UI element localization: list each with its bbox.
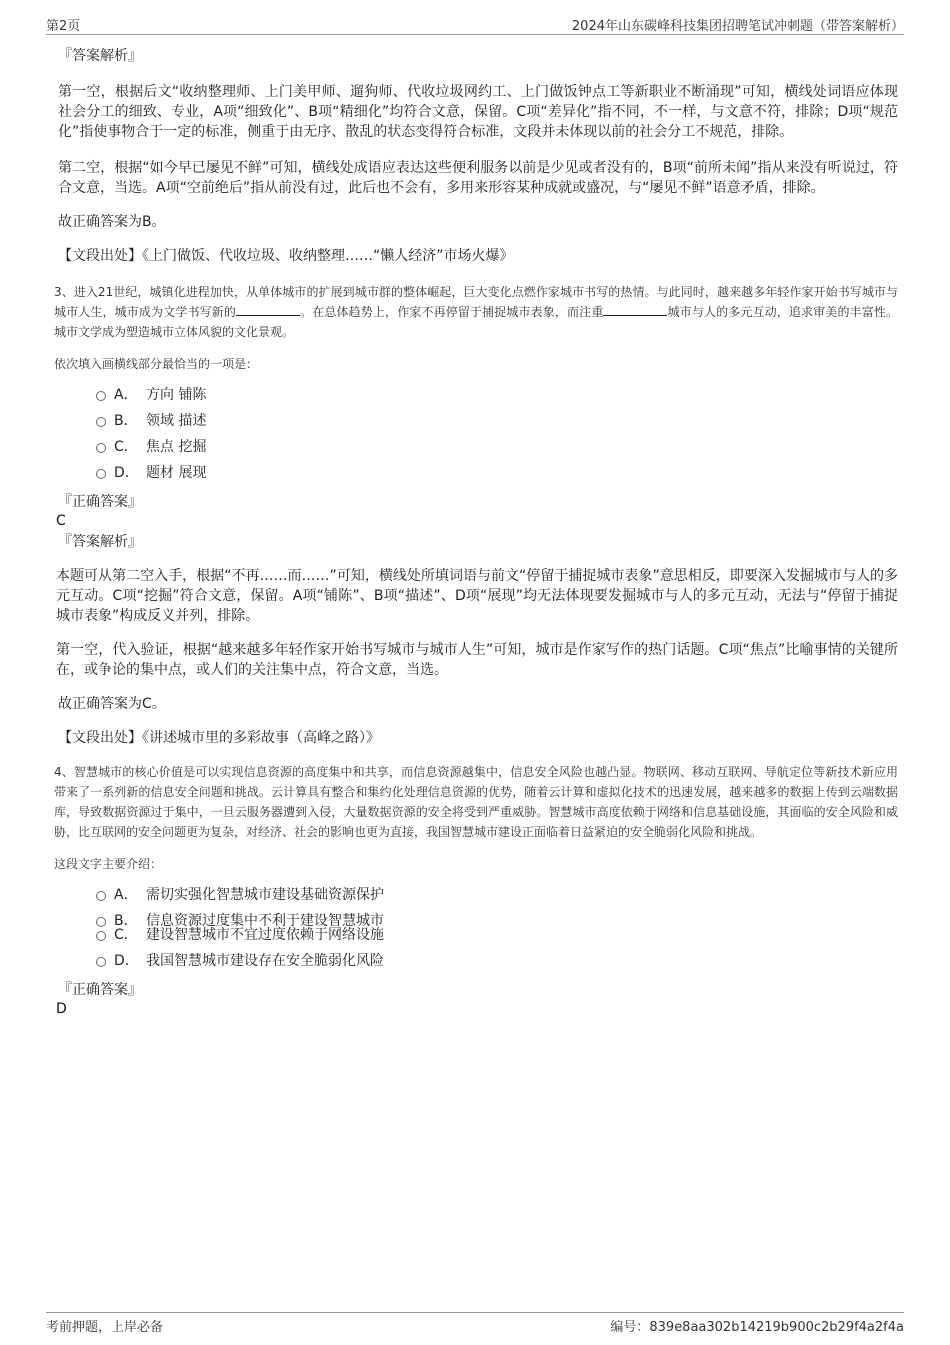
radio-icon[interactable] xyxy=(96,957,106,967)
option-letter: A． xyxy=(114,887,138,903)
option-letter: C． xyxy=(114,439,138,455)
option-letter: B． xyxy=(114,413,138,429)
option-text: 我国智慧城市建设存在安全脆弱化风险 xyxy=(146,953,384,969)
q3-answer-tag: 『正确答案』 xyxy=(58,494,142,510)
q2-analysis-tag: 『答案解析』 xyxy=(58,48,142,64)
option-letter: D． xyxy=(114,465,139,481)
q3-answer: C xyxy=(56,513,66,529)
q2-conclusion: 故正确答案为B。 xyxy=(58,214,166,230)
radio-icon[interactable] xyxy=(96,417,106,427)
q3-blank-2 xyxy=(603,303,667,316)
q3-question-text xyxy=(54,282,898,342)
page-header xyxy=(46,14,904,35)
page-content xyxy=(54,46,898,1018)
q2-analysis-p1: 第一空，根据后文“收纳整理师、上门美甲师、遛狗师、代收垃圾网约工、上门做饭钟点工等新职业不断涌现”可知，横线处词语应体现社会分工的细致、专业，A项“细致化”、B项“精细化”均符合文意，保留。C项“差异化”指不同，不一样，与文意不符，排除；D项“规范化”指使事物合于一定的标准，侧重于由无序、散乱的状态变得符合标准，文段并未体现以前的社会分工不规范，排除。 xyxy=(58,84,898,140)
q3-analysis-p2: 第一空，代入验证，根据“越来越多年轻作家开始书写城市与城市人生”可知，城市是作家写作的热门话题。C项“焦点”比喻事情的关键所在，或争论的集中点，或人们的关注集中点，符合文意，当选。 xyxy=(56,642,898,678)
document-code: 编号：839e8aa302b14219b900c2b29f4a2f4a xyxy=(610,1320,904,1335)
q4-question-text: 4、智慧城市的核心价值是可以实现信息资源的高度集中和共享，而信息资源越集中，信息安全风险也越凸显。物联网、移动互联网、导航定位等新技术新应用带来了一系列新的信息安全问题和挑战。云计算具有整合和集约化处理信息资源的优势，随着云计算和虚拟化技术的迅速发展，越来越多的数据上传到云端数据库，导致数据资源过于集中，一旦云服务器遭到入侵，大量数据资源的安全将受到严重威胁。智慧城市高度依赖于网络和信息基础设施，其面临的安全风险和威胁，比互联网的安全问题更为复杂，对经济、社会的影响也更为直接，我国智慧城市建设正面临着日益紧迫的安全脆弱化风险和挑战。 xyxy=(54,765,898,839)
q4-option-a[interactable] xyxy=(58,884,898,910)
q3-text-part2: 。在总体趋势上，作家不再停留于捕捉城市表象，而注重 xyxy=(300,305,604,319)
q2-analysis-p2: 第二空，根据“如今早已屡见不鲜”可知，横线处成语应表达这些便利服务以前是少见或者没有的，B项“前所未闻”指从来没有听说过，符合文意，当选。A项“空前绝后”指从前没有过，此后也不会有，多用来形容某种成就或盛况，与“屡见不鲜”语意矛盾，排除。 xyxy=(58,160,898,196)
q3-text-part1: 3、进入21世纪，城镇化进程加快，从单体城市的扩展到城市群的整体崛起，巨大变化点燃作家城市书写的热情。与此同时，越来越多年轻作家开始书写城市与城市人生，城市成为文学书写新的 xyxy=(54,285,898,319)
radio-icon[interactable] xyxy=(96,931,106,941)
option-text: 信息资源过度集中不利于建设智慧城市 xyxy=(146,913,384,929)
q3-option-d[interactable] xyxy=(58,462,898,488)
q4-prompt: 这段文字主要介绍： xyxy=(54,857,163,871)
option-text: 领域 描述 xyxy=(146,413,207,429)
option-text: 建设智慧城市不宜过度依赖于网络设施 xyxy=(146,927,384,943)
radio-icon[interactable] xyxy=(96,391,106,401)
q3-conclusion: 故正确答案为C。 xyxy=(58,696,166,712)
option-letter: B． xyxy=(114,913,138,929)
q4-option-b[interactable] xyxy=(58,910,898,929)
q4-option-c[interactable] xyxy=(58,924,898,950)
option-letter: A． xyxy=(114,387,138,403)
page-footer xyxy=(46,1312,904,1335)
q4-answer-tag: 『正确答案』 xyxy=(58,982,142,998)
q2-source: 【文段出处】《上门做饭、代收垃圾、收纳整理……“懒人经济”市场火爆》 xyxy=(58,248,514,264)
radio-icon[interactable] xyxy=(96,469,106,479)
q4-options xyxy=(58,884,898,976)
option-letter: C． xyxy=(114,927,138,943)
page-number: 第2页 xyxy=(46,19,81,34)
q3-source: 【文段出处】《讲述城市里的多彩故事（高峰之路）》 xyxy=(58,730,380,746)
q3-text-part3: 城市与人的多元互动，追求审美的丰富性。城市文学成为塑造城市立体风貌的文化景观。 xyxy=(54,305,898,339)
q3-option-c[interactable] xyxy=(58,436,898,462)
q4-answer: D xyxy=(56,1001,67,1017)
q3-analysis-tag: 『答案解析』 xyxy=(58,534,142,550)
q3-blank-1 xyxy=(236,303,300,316)
option-letter: D． xyxy=(114,953,139,969)
q3-option-a[interactable] xyxy=(58,384,898,410)
q3-analysis-p1: 本题可从第二空入手，根据“不再……而……”可知，横线处所填词语与前文“停留于捕捉城市表象”意思相反，即要深入发掘城市与人的多元互动。C项“挖掘”符合文意，保留。A项“铺陈”、B项“描述”、D项“展现”均无法体现要发掘城市与人的多元互动，无法与“停留于捕捉城市表象”构成反义并列，排除。 xyxy=(56,568,898,624)
q3-options xyxy=(58,384,898,488)
q4-option-d[interactable] xyxy=(58,950,898,976)
q3-option-b[interactable] xyxy=(58,410,898,436)
footer-note: 考前押题，上岸必备 xyxy=(46,1320,164,1335)
option-text: 焦点 挖掘 xyxy=(146,439,207,455)
option-text: 方向 铺陈 xyxy=(146,387,207,403)
q3-prompt: 依次填入画横线部分最恰当的一项是： xyxy=(54,357,259,371)
option-text: 题材 展现 xyxy=(146,465,207,481)
document-title: 2024年山东碳峰科技集团招聘笔试冲刺题（带答案解析） xyxy=(571,19,904,34)
radio-icon[interactable] xyxy=(96,443,106,453)
radio-icon[interactable] xyxy=(96,891,106,901)
option-text: 需切实强化智慧城市建设基础资源保护 xyxy=(146,887,384,903)
